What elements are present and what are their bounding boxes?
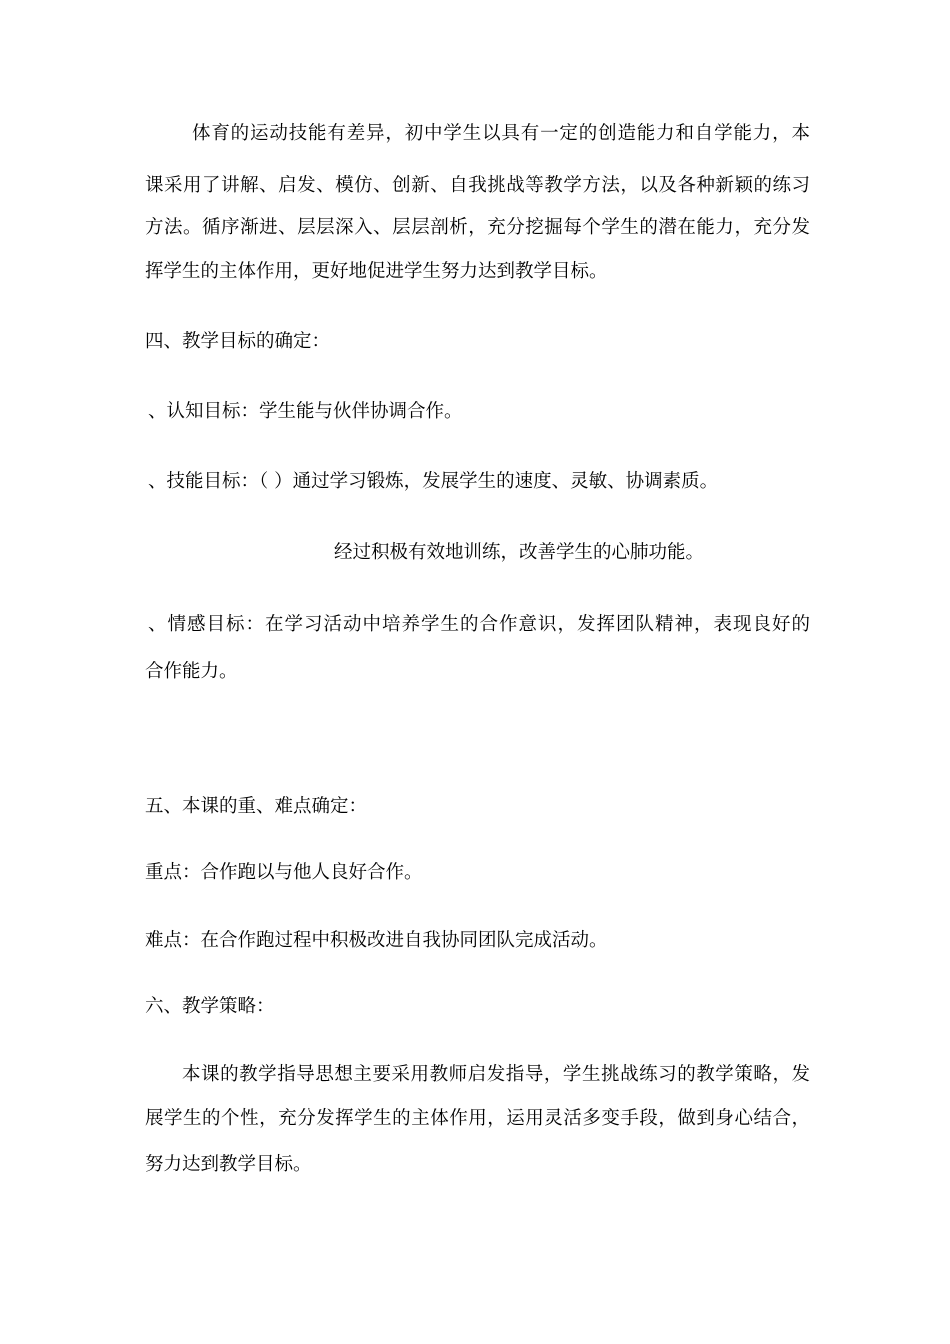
intro-line-2: 课采用了讲解、启发、模仿、创新、自我挑战等教学方法，以及各种新颖的练习 (145, 175, 810, 196)
difficult-point: 难点：在合作跑过程中积极改进自我协同团队完成活动。 (145, 930, 608, 951)
affective-goal-line-2: 合作能力。 (145, 661, 238, 682)
cognitive-goal: 、认知目标：学生能与伙伴协调合作。 (148, 401, 463, 422)
section-5-heading: 五、本课的重、难点确定： (145, 796, 368, 817)
intro-line-3: 方法。循序渐进、层层深入、层层剖析，充分挖掘每个学生的潜在能力，充分发 (145, 217, 810, 238)
section-6-heading: 六、教学策略： (145, 996, 275, 1017)
strategy-line-3: 努力达到教学目标。 (145, 1154, 312, 1175)
intro-line-1: 体育的运动技能有差异，初中学生以具有一定的创造能力和自学能力，本 (192, 123, 810, 144)
affective-goal-line-1: 、情感目标：在学习活动中培养学生的合作意识，发挥团队精神，表现良好的 (148, 614, 810, 635)
strategy-line-2: 展学生的个性，充分发挥学生的主体作用，运用灵活多变手段，做到身心结合， (145, 1108, 810, 1129)
section-4-heading: 四、教学目标的确定： (145, 331, 331, 352)
key-point: 重点：合作跑以与他人良好合作。 (145, 862, 423, 883)
skill-goal-line-2: 经过积极有效地训练，改善学生的心肺功能。 (334, 542, 705, 563)
intro-line-4: 挥学生的主体作用，更好地促进学生努力达到教学目标。 (145, 261, 608, 282)
skill-goal-line-1: 、技能目标：（ ）通过学习锻炼，发展学生的速度、灵敏、协调素质。 (148, 471, 719, 492)
strategy-line-1: 本课的教学指导思想主要采用教师启发指导，学生挑战练习的教学策略，发 (182, 1064, 810, 1085)
